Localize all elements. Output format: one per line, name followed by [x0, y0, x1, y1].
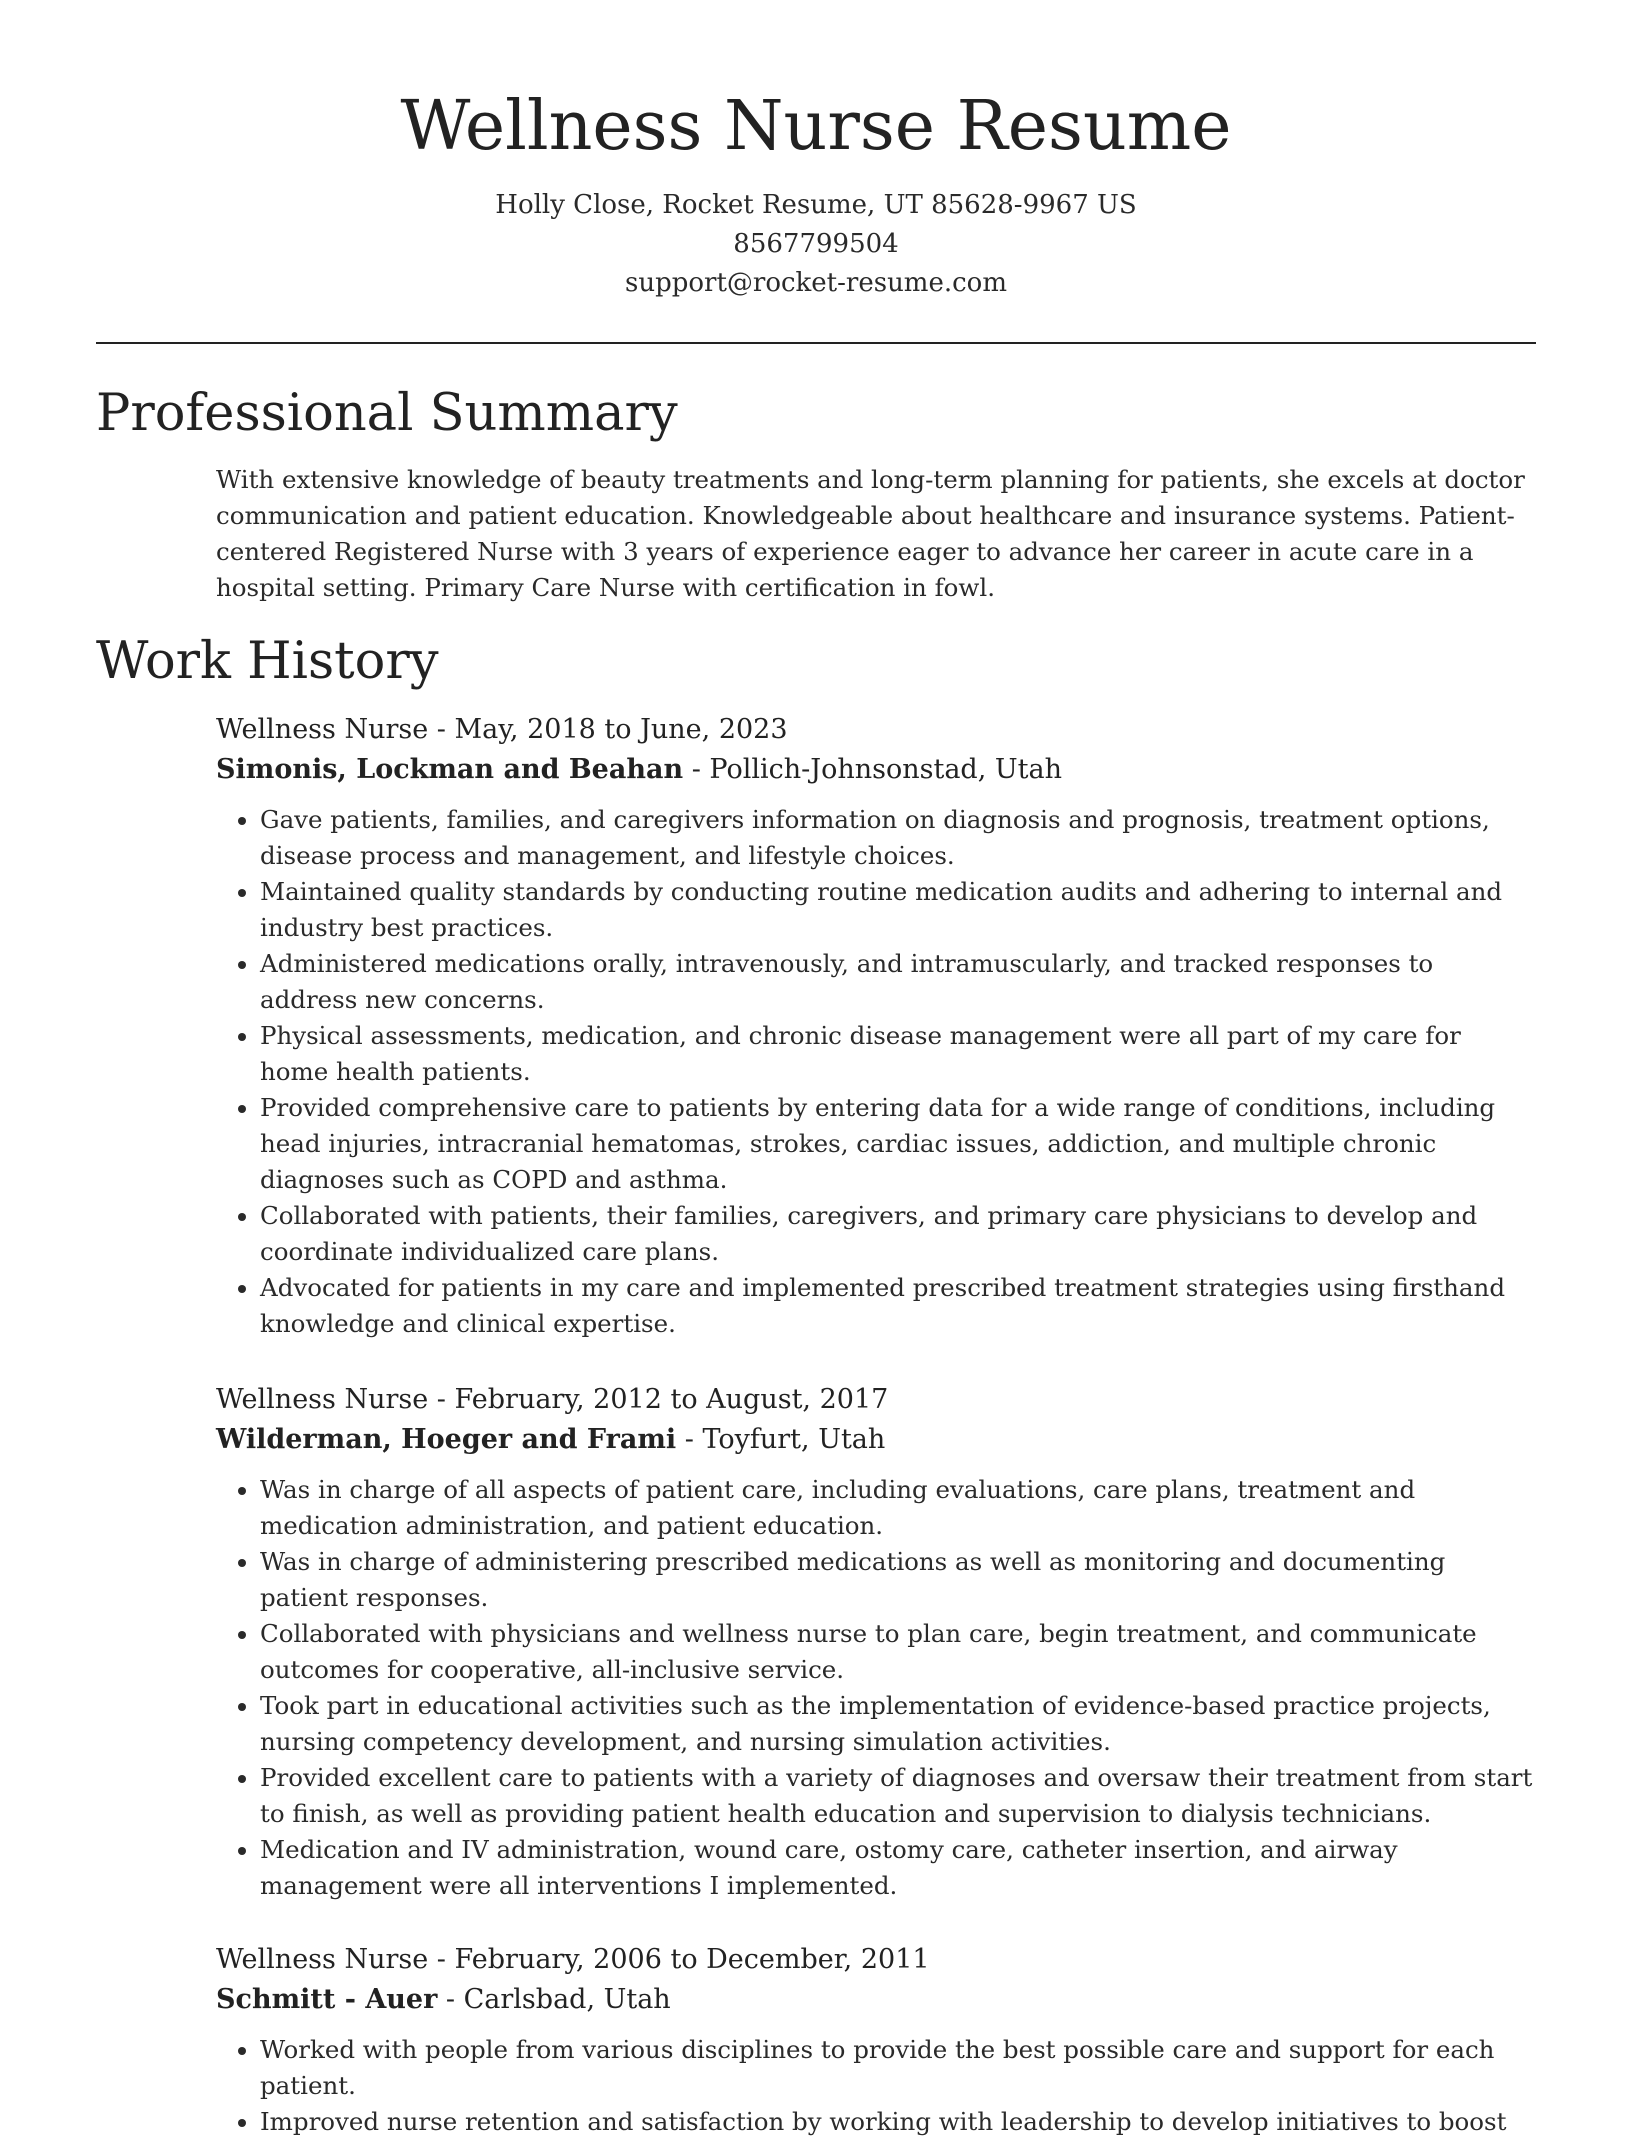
- job-dates: May, 2018 to June, 2023: [454, 714, 788, 745]
- job-company-line: Simonis, Lockman and Beahan - Pollich-Johnsonstad, Utah: [216, 754, 1062, 785]
- contact-phone: 8567799504: [733, 229, 899, 259]
- job-bullet: • Medication and IV administration, wound care, ostomy care, catheter insertion, and airway management were all interventions I implemented.: [260, 1832, 1536, 1904]
- job-company-line: Wilderman, Hoeger and Frami - Toyfurt, Utah: [216, 1424, 886, 1455]
- job-company: Wilderman, Hoeger and Frami: [216, 1424, 677, 1455]
- job-bullet: • Provided excellent care to patients with a variety of diagnoses and oversaw their treatment from start to finish, as well as providing patient health education and supervision to dialysis technicians.: [260, 1760, 1536, 1832]
- job-bullets: [216, 2032, 1536, 2140]
- job-location: Pollich-Johnsonstad, Utah: [709, 754, 1062, 785]
- job-bullet: • Gave patients, families, and caregivers information on diagnosis and prognosis, treatment options, disease process and management, and lifestyle choices.: [260, 802, 1536, 874]
- resume-title: Wellness Nurse Resume: [400, 87, 1232, 166]
- job-bullets: [216, 802, 1536, 1342]
- summary-heading: Professional Summary: [96, 384, 678, 443]
- job-title-line: Wellness Nurse - February, 2006 to December, 2011: [216, 1944, 930, 1975]
- job-bullet: • Took part in educational activities such as the implementation of evidence-based practice projects, nursing competency development, and nursing simulation activities.: [260, 1688, 1536, 1760]
- header-divider: [96, 342, 1536, 344]
- work-history-heading: Work History: [96, 632, 439, 691]
- job-bullet: • Provided comprehensive care to patients by entering data for a wide range of conditions, including head injuries, intracranial hematomas, strokes, cardiac issues, addiction, and multiple chronic diagnoses such as COPD and asthma.: [260, 1090, 1536, 1198]
- job-bullet: • Worked with people from various disciplines to provide the best possible care and support for each patient.: [260, 2032, 1536, 2104]
- job-bullets: [216, 1472, 1536, 1904]
- job-bullet: • Advocated for patients in my care and implemented prescribed treatment strategies using firsthand knowledge and clinical expertise.: [260, 1270, 1536, 1342]
- job-title-line: Wellness Nurse - May, 2018 to June, 2023: [216, 714, 788, 745]
- job-bullet: • Was in charge of administering prescribed medications as well as monitoring and documenting patient responses.: [260, 1544, 1536, 1616]
- job-title-line: Wellness Nurse - February, 2012 to August, 2017: [216, 1384, 889, 1415]
- job-bullet: • Administered medications orally, intravenously, and intramuscularly, and tracked responses to address new concerns.: [260, 946, 1536, 1018]
- job-location: Toyfurt, Utah: [702, 1424, 886, 1455]
- job-bullet: • Improved nurse retention and satisfaction by working with leadership to develop initiatives to boost: [260, 2104, 1536, 2140]
- job-entry: [216, 1940, 1536, 2140]
- job-bullet: • Was in charge of all aspects of patient care, including evaluations, care plans, treatment and medication administration, and patient education.: [260, 1472, 1536, 1544]
- job-entry: [216, 1380, 1536, 1904]
- job-dates: February, 2006 to December, 2011: [454, 1944, 930, 1975]
- job-title: Wellness Nurse: [216, 714, 429, 745]
- resume-header: [96, 82, 1536, 303]
- job-title: Wellness Nurse: [216, 1384, 429, 1415]
- job-bullet: • Physical assessments, medication, and chronic disease management were all part of my care for home health patients.: [260, 1018, 1536, 1090]
- job-company: Simonis, Lockman and Beahan: [216, 754, 684, 785]
- job-company-line: Schmitt - Auer - Carlsbad, Utah: [216, 1984, 671, 2015]
- job-bullet: • Maintained quality standards by conducting routine medication audits and adhering to internal and industry best practices.: [260, 874, 1536, 946]
- job-location: Carlsbad, Utah: [463, 1984, 671, 2015]
- job-bullet: • Collaborated with physicians and wellness nurse to plan care, begin treatment, and communicate outcomes for cooperative, all-inclusive service.: [260, 1616, 1536, 1688]
- job-bullet: • Collaborated with patients, their families, caregivers, and primary care physicians to develop and coordinate individualized care plans.: [260, 1198, 1536, 1270]
- contact-address: Holly Close, Rocket Resume, UT 85628-9967 US: [495, 190, 1137, 220]
- job-title: Wellness Nurse: [216, 1944, 429, 1975]
- summary-text: With extensive knowledge of beauty treatments and long-term planning for patients, she excels at doctor communication and patient education. Knowledgeable about healthcare and insurance systems. Patient-centered Registered Nurse with 3 years of experience eager to advance her career in acute care in a hospital setting. Primary Care Nurse with certification in fowl.: [216, 465, 1525, 602]
- job-entry: [216, 710, 1536, 1342]
- job-company: Schmitt - Auer: [216, 1984, 438, 2015]
- job-dates: February, 2012 to August, 2017: [454, 1384, 889, 1415]
- contact-email: support@rocket-resume.com: [624, 268, 1007, 298]
- contact-info: [96, 186, 1536, 303]
